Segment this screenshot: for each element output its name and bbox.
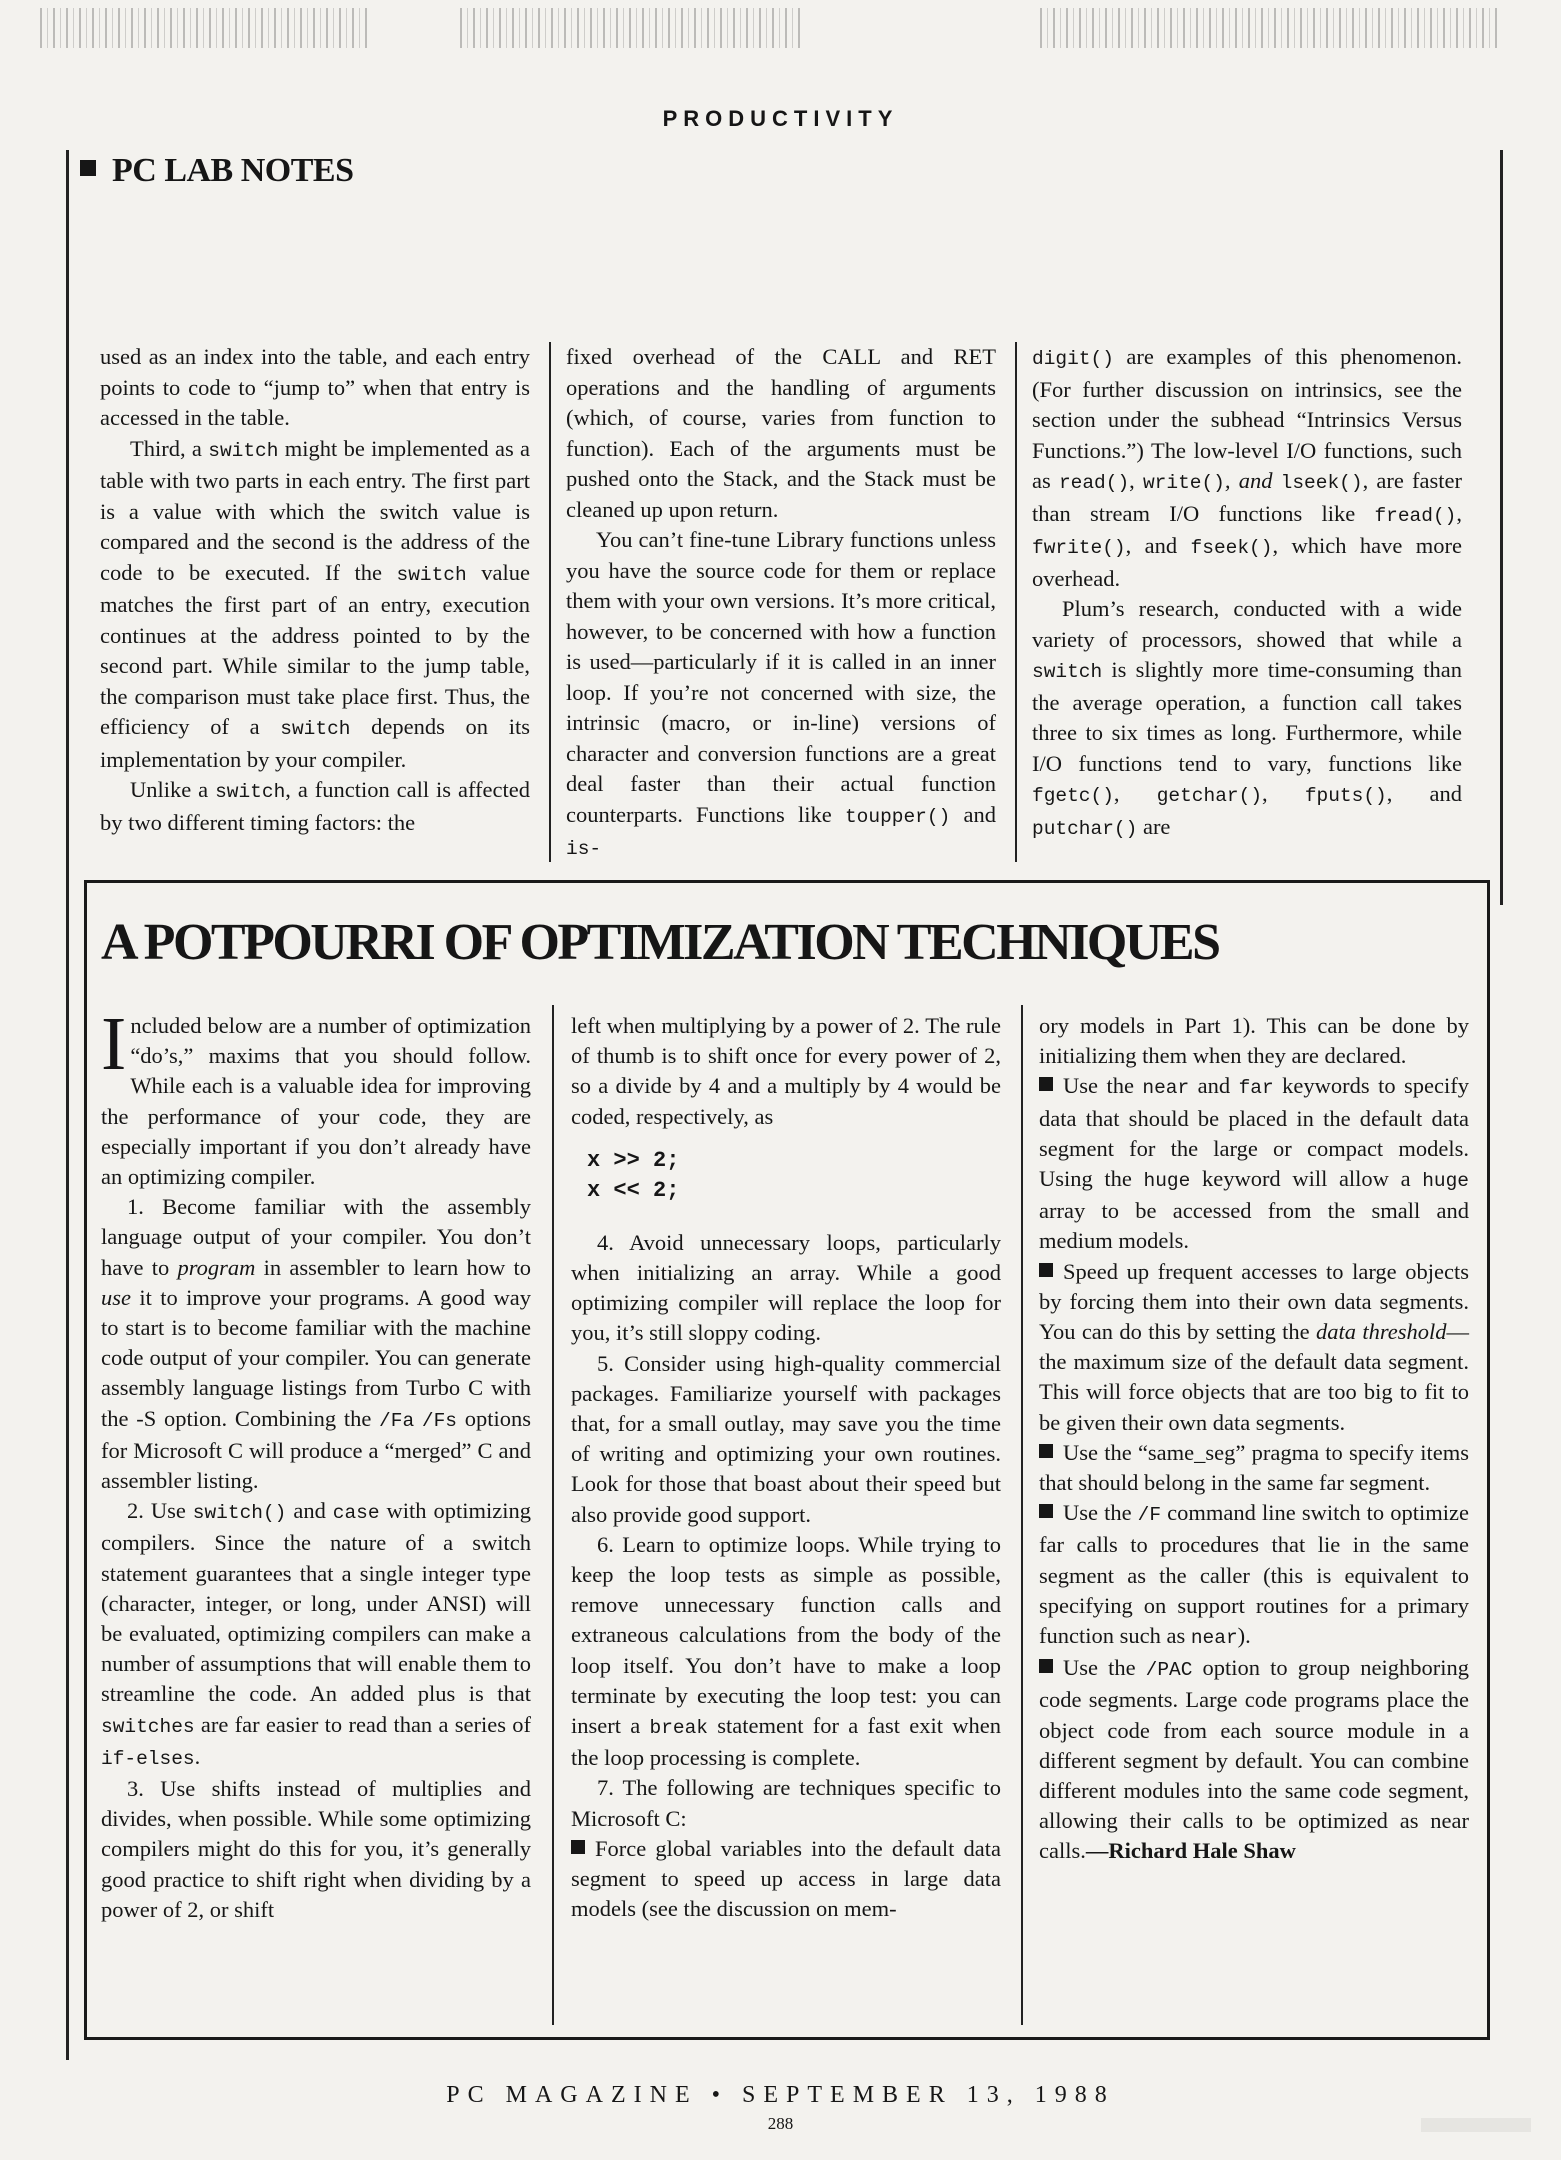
scan-noise xyxy=(1040,8,1500,48)
author-byline: —Richard Hale Shaw xyxy=(1085,1838,1296,1864)
column-divider xyxy=(552,1005,554,2025)
paragraph: left when multiplying by a power of 2. The rule of thumb is to shift once for every power of 2, so a divide by 4 and a multiply by 4 would be coded, respectively, as xyxy=(571,1013,1001,1129)
square-bullet-icon xyxy=(80,160,96,176)
square-bullet-icon xyxy=(571,1840,585,1854)
column-divider xyxy=(549,342,551,862)
tip-1: 1. Become familiar with the assembly language output of your compiler. You don’t have to program in assembler to learn how to use it to improve your programs. A good way to start is to become familiar with the machine code output of your compiler. You can generate assembly language listings from Turbo C with the -S option. Combining the /Fa /Fs options for Microsoft C will produce a “merged” C and assembler listing. xyxy=(101,1194,531,1494)
bullet-item: Use the near and far keywords to specify data that should be placed in the default data segment for the large or compact models. Using the huge keyword will allow a huge array to be accessed from the small and medium models. xyxy=(1039,1073,1469,1254)
square-bullet-icon xyxy=(1039,1659,1053,1673)
right-margin-rule xyxy=(1500,150,1503,905)
bullet-item: Use the “same_seg” pragma to specify items that should belong in the same far segment. xyxy=(1039,1439,1469,1496)
drop-cap: I xyxy=(101,1002,127,1086)
tip-6: 6. Learn to optimize loops. While trying to keep the loop tests as simple as possible, remove unnecessary function calls and extraneous calculations from the body of the loop itself. You don’t have to make a loop terminate by executing the loop test: you can insert a break statement for a fast exit when the loop processing is complete. xyxy=(571,1531,1001,1771)
bullet-continuation: ory models in Part 1). This can be done by initializing them when they are declared. xyxy=(1039,1013,1469,1069)
intro-paragraph: Included below are a number of optimization “do’s,” maxims that you should follow. While each is a valuable idea for improving the performance of your code, they are especially important if you don’t already have an optimizing compiler. xyxy=(101,1002,531,1190)
department-title xyxy=(80,152,354,190)
tip-4: 4. Avoid unnecessary loops, particularly when initializing an array. While a good optimizing compiler will replace the loop for you, it’s still sloppy coding. xyxy=(571,1229,1001,1346)
paragraph: digit() are examples of this phenomenon. (For further discussion on intrinsics, see the section under the subhead “Intrinsics Versus Functions.”) The low-level I/O functions, such as read(), write(), and lseek(), are faster than stream I/O functions like fread(), fwrite(), and fseek(), which have more overhead. xyxy=(1032,344,1462,591)
sidebar-title: A POTPOURRI OF OPTIMIZATION TECHNIQUES xyxy=(101,914,1219,971)
paragraph: You can’t fine-tune Library functions unless you have the source code for them or replace them with your own versions. It’s more critical, however, to be concerned with how a function is used—particularly if it is called in an inner loop. If you’re not concerned with size, the intrinsic (macro, or in-line) versions of character and conversion functions are a great deal faster than their actual function counterparts. Functions like toupper() and is- xyxy=(566,527,996,860)
bullet-item: Force global variables into the default data segment to speed up access in large data models (see the discussion on mem- xyxy=(571,1835,1001,1922)
tip-5: 5. Consider using high-quality commercial packages. Familiarize yourself with packages that, for a small outlay, may save you the time of writing and optimizing your own routines. Look for those that boast about their speed but also provide good support. xyxy=(571,1350,1001,1527)
paragraph: fixed overhead of the CALL and RET operations and the handling of arguments (which, of course, varies from function to function). Each of the arguments must be pushed onto the Stack, and the Stack must be cleaned up upon return. xyxy=(566,344,996,522)
bullet-item: Speed up frequent accesses to large objects by forcing them into their own data segments. You can do this by setting the data threshold—the maximum size of the default data segment. This will force objects that are too big to fit to be given their own data segments. xyxy=(1039,1258,1469,1435)
paragraph: used as an index into the table, and each entry points to code to “jump to” when that entry is accessed in the table. xyxy=(100,344,530,430)
article-column-3 xyxy=(1032,342,1462,844)
bullet-item: Use the /PAC option to group neighboring code segments. Large code programs place the object code from each source module in a different segment by default. You can combine different modules into the same code segment, allowing their calls to be optimized as near calls.—Richard Hale Shaw xyxy=(1039,1655,1469,1864)
page-number: 288 xyxy=(767,2114,794,2133)
scan-noise xyxy=(40,8,370,48)
scan-noise xyxy=(460,8,800,48)
article-column-2 xyxy=(566,342,996,865)
code-sample: x >> 2; x << 2; xyxy=(587,1147,680,1203)
square-bullet-icon xyxy=(1039,1077,1053,1091)
square-bullet-icon xyxy=(1039,1263,1053,1277)
column-divider xyxy=(1021,1005,1023,2025)
paragraph: Plum’s research, conducted with a wide variety of processors, showed that while a switch is slightly more time-consuming than the average operation, a function call takes three to six times as long. Furthermore, while I/O functions tend to vary, functions like fgetc(), getchar(), fputs(), and putchar() are xyxy=(1032,596,1462,840)
square-bullet-icon xyxy=(1039,1504,1053,1518)
column-divider xyxy=(1015,342,1017,862)
department-label: PC LAB NOTES xyxy=(112,152,354,189)
paragraph: Third, a switch might be implemented as a table with two parts in each entry. The first part is a value with which the switch value is compared and the second is the address of the code to be executed. If the switch value matches the first part of an entry, execution continues at the address pointed to by the second part. While similar to the jump table, the comparison must take place first. Thus, the efficiency of a switch depends on its implementation by your compiler. xyxy=(100,435,531,772)
tip-2: 2. Use switch() and case with optimizing compilers. Since the nature of a switch statement guarantees that a single integer type (character, integer, or long, under ANSI) will be evaluated, optimizing compilers can make a number of assumptions that will enable them to streamline the code. An added plus is that switches are far easier to read than a series of if-elses. xyxy=(101,1498,531,1770)
sidebar-column-1 xyxy=(101,1002,531,1925)
scan-smudge xyxy=(1421,2118,1531,2132)
square-bullet-icon xyxy=(1039,1444,1053,1458)
sidebar-column-2 xyxy=(571,1011,1001,1924)
section-header: PRODUCTIVITY xyxy=(662,106,899,131)
sidebar-box xyxy=(84,880,1490,2040)
tip-3: 3. Use shifts instead of multiplies and divides, when possible. While some optimizing compilers might do this for you, it’s generally good practice to shift right when dividing by a power of 2, or shift xyxy=(101,1776,531,1922)
paragraph: Unlike a switch, a function call is affected by two different timing factors: the xyxy=(100,777,530,835)
left-margin-rule xyxy=(66,150,69,2060)
bullet-item: Use the /F command line switch to optimize far calls to procedures that lie in the same segment as the caller (this is equivalent to specifying on support routines for a primary function such as near). xyxy=(1039,1500,1469,1650)
page-footer: PC MAGAZINE • SEPTEMBER 13, 1988 xyxy=(446,2082,1115,2108)
article-column-1 xyxy=(100,342,530,838)
tip-7: 7. The following are techniques specific to Microsoft C: xyxy=(571,1775,1001,1831)
article-body xyxy=(100,342,1492,862)
sidebar-column-3 xyxy=(1039,1011,1469,1867)
